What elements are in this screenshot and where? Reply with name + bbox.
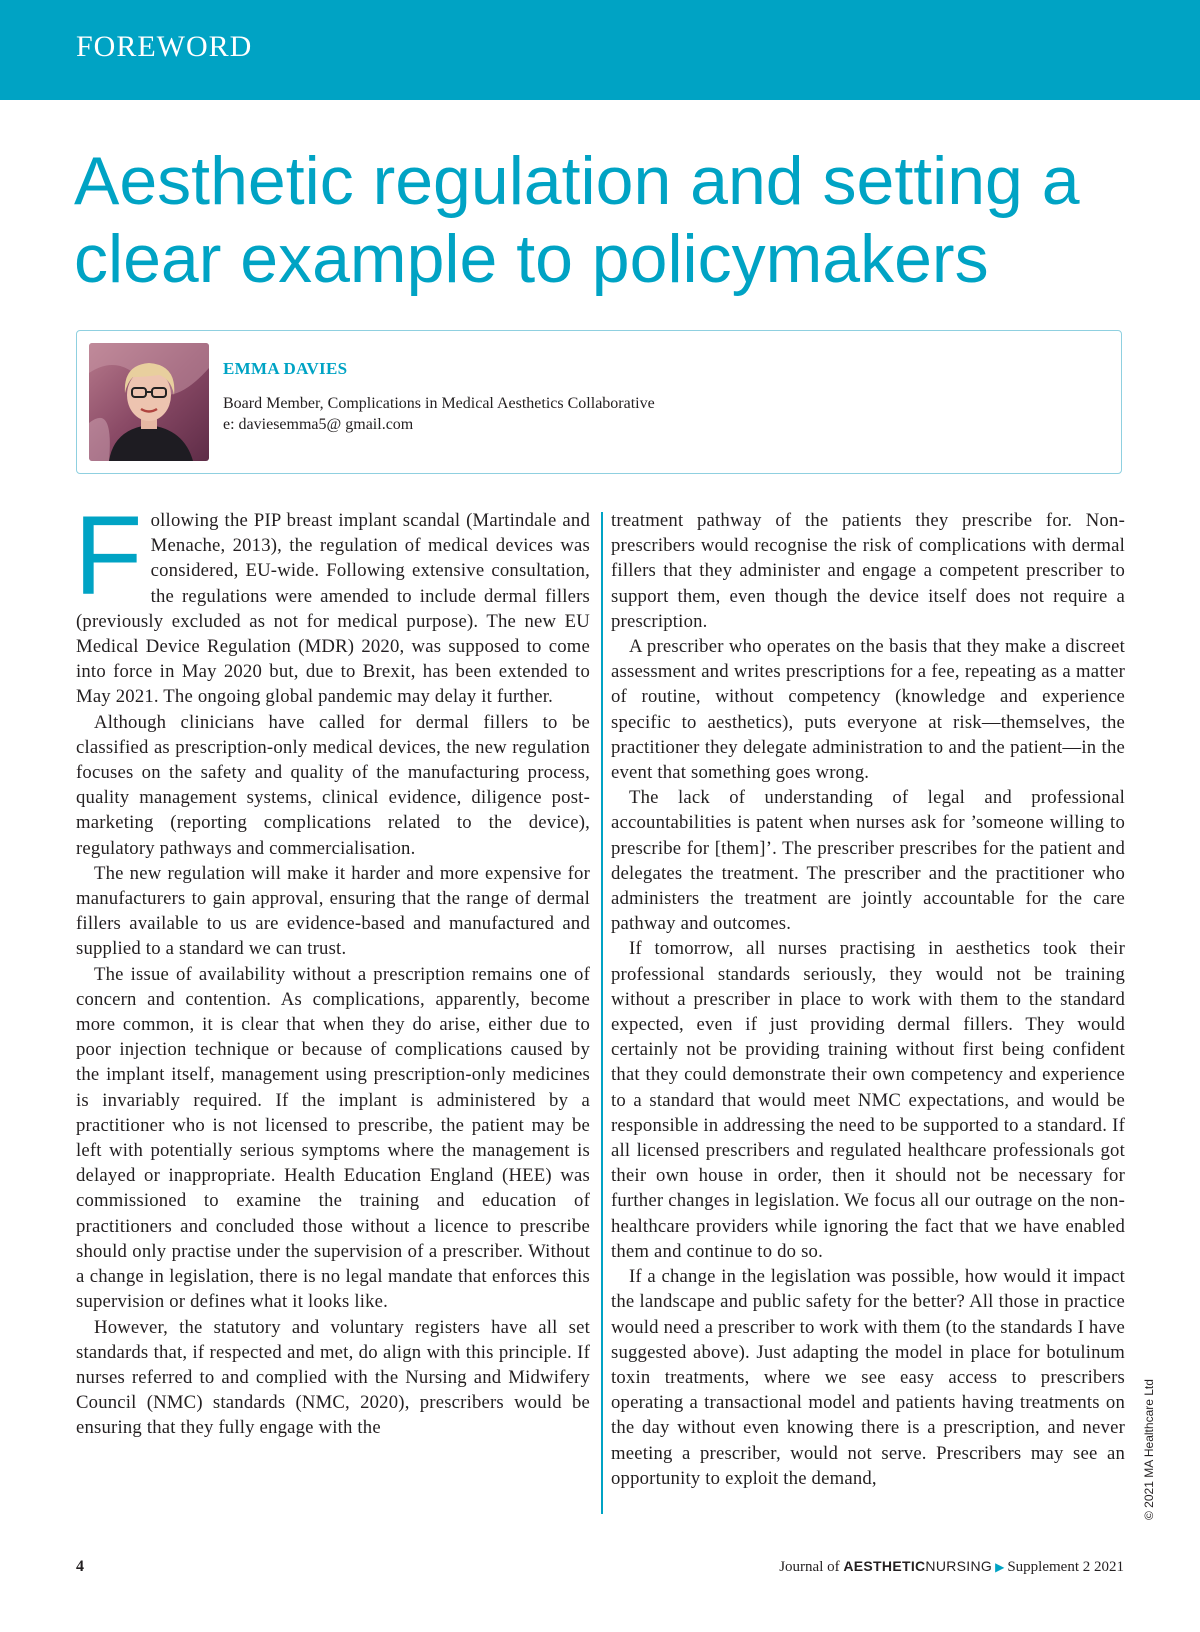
body-paragraph: However, the statutory and voluntary registers have all set standards that, if respected and met, do align with this principle. If nurses referred to and complied with the Nursing and Midwifery Council (NMC) standards (NMC, 2020), prescribers would be ensuring that they fully engage with the <box>76 1316 590 1439</box>
journal-prefix: Journal of <box>779 1559 840 1575</box>
article-title: Aesthetic regulation and setting a clear example to policymakers <box>74 143 1080 297</box>
body-paragraph: Following the PIP breast implant scandal (Martindale and Menache, 2013), the regulation of medical devices was considered, EU-wide. Following extensive consultation, the regulations were amended to include dermal fillers (previously excluded as not for medical purpose). The new EU Medical Device Regulation (MDR) 2020, was supposed to come into force in May 2020 but, due to Brexit, has been extended to May 2021. The ongoing global pandemic may delay it further. <box>74 493 590 708</box>
author-name: EMMA DAVIES <box>223 359 348 378</box>
body-column-right <box>611 508 1125 1491</box>
body-paragraph: Although clinicians have called for dermal fillers to be classified as prescription-only medical devices, the new regulation focuses on the safety and quality of the manufacturing process, quality management systems, clinical evidence, diligence post-marketing (reporting complications related to the device), regulatory pathways and commercialisation. <box>76 711 590 859</box>
triangle-right-icon: ▶ <box>995 1560 1005 1574</box>
author-portrait-avatar <box>89 343 209 461</box>
body-column-left <box>74 493 590 1441</box>
body-paragraph: The issue of availability without a prescription remains one of concern and contention. As complications, apparently, become more common, it is clear that when they do arise, either due to poor injection technique or because of complications caused by the implant itself, management using prescription-only medicines is invariably required. If the implant is administered by a practitioner who is not licensed to prescribe, the patient may be left with potentially serious symptoms where the management is delayed or inappropriate. Health Education England (HEE) was commissioned to examine the training and education of practitioners and concluded those without a licence to prescribe should only practise under the supervision of a prescriber. Without a change in legislation, there is no legal mandate that enforces this supervision or defines what it looks like. <box>76 963 590 1313</box>
journal-issue: Supplement 2 2021 <box>1007 1559 1124 1575</box>
author-role: Board Member, Complications in Medical Aesthetics Collaborative <box>223 395 655 412</box>
body-paragraph: If a change in the legislation was possible, how would it impact the landscape and public safety for the better? All those in practice would need a prescriber to work with them (to the standards I have suggested above). Just adapting the model in place for botulinum toxin treatments, where we see easy access to prescribers operating a transactional model and patients having treatments on the day without even knowing there is a prescription, and never meeting a prescriber, would not serve. Prescribers may see an opportunity to exploit the demand, <box>611 1266 1125 1489</box>
body-paragraph: treatment pathway of the patients they prescribe for. Non-prescribers would recognise the risk of complications with dermal fillers that they administer and engage a competent prescriber to support them, even though the device itself does not require a prescription. <box>611 510 1125 632</box>
body-paragraph: If tomorrow, all nurses practising in aesthetics took their professional standards seriously, they would not be training without a prescriber in place to work with them to the standard expected, even if just providing dermal fillers. They would certainly not be providing training without first being confident that they could demonstrate their own competency and experience to a standard that would meet NMC expectations, and would be responsible in addressing the need to be supported to a standard. If all licensed prescribers and regulated healthcare professionals got their own house in order, then it should not be necessary for further changes in legislation. We focus all our outrage on the non-healthcare providers while ignoring the fact that we have enabled them and continue to do so. <box>611 938 1125 1262</box>
column-divider <box>601 512 603 1514</box>
journal-footer <box>779 1558 1124 1576</box>
body-paragraph: The new regulation will make it harder and more expensive for manufacturers to gain approval, ensuring that the range of dermal fillers available to us are evidence-based and manufactured and supplied to a standard we can trust. <box>76 862 590 960</box>
page-number: 4 <box>76 1558 84 1575</box>
journal-brand-bold: AESTHETIC <box>843 1558 926 1574</box>
section-header-band <box>0 0 1200 100</box>
drop-cap: F <box>74 493 143 618</box>
author-box <box>76 330 1122 474</box>
avatar-image <box>89 343 209 461</box>
author-email[interactable]: e: daviesemma5@ gmail.com <box>223 416 414 433</box>
body-paragraph: The lack of understanding of legal and professional accountabilities is patent when nurses ask for ’someone willing to prescribe for [them]’. The prescriber prescribes for the patient and delegates the treatment. The prescriber and the practitioner who administers the treatment are jointly accountable for the care pathway and outcomes. <box>611 787 1125 935</box>
copyright-notice: © 2021 MA Healthcare Ltd <box>1142 1379 1156 1520</box>
journal-brand: NURSING <box>925 1558 993 1574</box>
section-label: FOREWORD <box>76 30 253 63</box>
body-paragraph: A prescriber who operates on the basis that they make a discreet assessment and writes prescriptions for a fee, repeating as a matter of routine, without competency (knowledge and experience specific to aesthetics), puts everyone at risk—themselves, the practitioner they delegate administration to and the patient—in the event that something goes wrong. <box>611 636 1125 784</box>
